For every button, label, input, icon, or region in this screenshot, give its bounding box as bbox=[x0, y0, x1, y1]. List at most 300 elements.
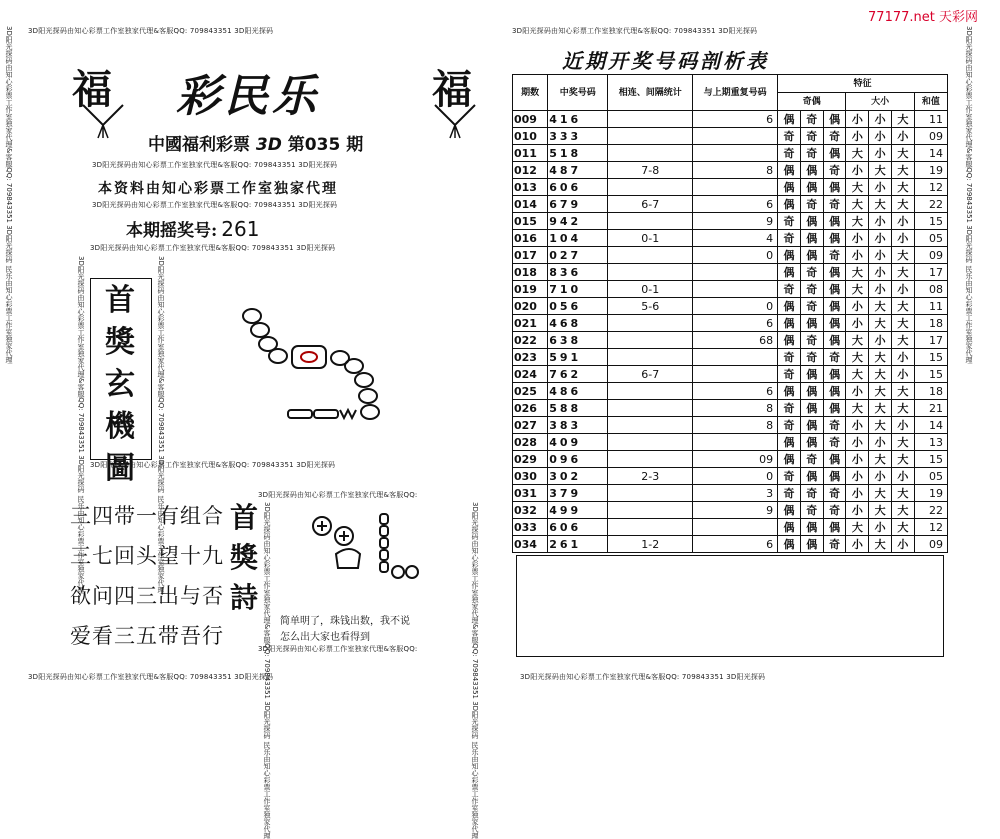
poem-line-4: 爱看三五带吾行 bbox=[70, 624, 224, 648]
bigsmall-cell: 小 bbox=[846, 162, 869, 179]
adjacent-cell: 6-7 bbox=[608, 196, 693, 213]
repeat-cell: 6 bbox=[693, 196, 778, 213]
puzzle1-watermark-v2: 3D阳光探码由知心彩票工作室独家代理&客服QQ: 709843351 3D阳光探码 民乐由知心彩票工作室独家代理 bbox=[157, 256, 165, 594]
bigsmall-cell: 小 bbox=[846, 315, 869, 332]
table-row bbox=[513, 400, 948, 417]
oddeven-cell: 奇 bbox=[800, 264, 823, 281]
oddeven-cell: 奇 bbox=[778, 145, 801, 162]
table-row bbox=[513, 111, 948, 128]
issue-cell: 026 bbox=[513, 400, 548, 417]
bigsmall-cell: 大 bbox=[892, 332, 915, 349]
top-watermark-right: 3D阳光探码由知心彩票工作室独家代理&客服QQ: 709843351 3D阳光探码 bbox=[512, 27, 758, 35]
adjacent-cell bbox=[608, 434, 693, 451]
bigsmall-cell: 大 bbox=[892, 400, 915, 417]
header-issue: 期数 bbox=[513, 75, 548, 111]
bigsmall-cell: 大 bbox=[846, 196, 869, 213]
oddeven-cell: 奇 bbox=[800, 145, 823, 162]
winning-number-cell: 416 bbox=[548, 111, 608, 128]
bigsmall-cell: 大 bbox=[846, 332, 869, 349]
winning-number-cell: 487 bbox=[548, 162, 608, 179]
oddeven-cell: 偶 bbox=[800, 536, 823, 553]
bigsmall-cell: 小 bbox=[892, 417, 915, 434]
oddeven-cell: 偶 bbox=[800, 162, 823, 179]
oddeven-cell: 偶 bbox=[823, 264, 846, 281]
repeat-cell: 6 bbox=[693, 383, 778, 400]
adjacent-cell bbox=[608, 128, 693, 145]
oddeven-cell: 偶 bbox=[778, 315, 801, 332]
table-row bbox=[513, 230, 948, 247]
bigsmall-cell: 小 bbox=[846, 502, 869, 519]
adjacent-cell bbox=[608, 383, 693, 400]
bigsmall-cell: 大 bbox=[846, 179, 869, 196]
repeat-cell bbox=[693, 179, 778, 196]
bigsmall-cell: 小 bbox=[892, 128, 915, 145]
oddeven-cell: 偶 bbox=[823, 145, 846, 162]
table-row bbox=[513, 128, 948, 145]
sum-cell: 15 bbox=[914, 213, 947, 230]
bottom-watermark-right: 3D阳光探码由知心彩票工作室独家代理&客服QQ: 709843351 3D阳光探码 bbox=[520, 673, 766, 681]
winning-number-cell: 409 bbox=[548, 434, 608, 451]
sum-cell: 05 bbox=[914, 230, 947, 247]
fu-right: 福 bbox=[432, 66, 472, 113]
winning-number-cell: 588 bbox=[548, 400, 608, 417]
table-row bbox=[513, 247, 948, 264]
adjacent-cell bbox=[608, 247, 693, 264]
watermark-row-1: 3D阳光探码由知心彩票工作室独家代理&客服QQ: 709843351 3D阳光探码 bbox=[92, 161, 338, 169]
puzzle2-title: 首獎詩 bbox=[229, 501, 258, 614]
bigsmall-cell: 小 bbox=[869, 519, 892, 536]
oddeven-cell: 偶 bbox=[823, 468, 846, 485]
sum-cell: 18 bbox=[914, 383, 947, 400]
issue-cell: 015 bbox=[513, 213, 548, 230]
table-row bbox=[513, 485, 948, 502]
bigsmall-cell: 小 bbox=[869, 332, 892, 349]
repeat-cell: 3 bbox=[693, 485, 778, 502]
bigsmall-cell: 小 bbox=[846, 247, 869, 264]
bigsmall-cell: 大 bbox=[892, 315, 915, 332]
repeat-cell: 8 bbox=[693, 162, 778, 179]
bigsmall-cell: 大 bbox=[869, 366, 892, 383]
repeat-cell: 8 bbox=[693, 400, 778, 417]
table-row bbox=[513, 213, 948, 230]
winning-number-cell: 379 bbox=[548, 485, 608, 502]
oddeven-cell: 偶 bbox=[800, 417, 823, 434]
bigsmall-cell: 大 bbox=[892, 179, 915, 196]
bigsmall-cell: 小 bbox=[846, 485, 869, 502]
issue-cell: 030 bbox=[513, 468, 548, 485]
winning-number-cell: 679 bbox=[548, 196, 608, 213]
oddeven-cell: 偶 bbox=[823, 298, 846, 315]
sum-cell: 14 bbox=[914, 145, 947, 162]
winning-number-cell: 606 bbox=[548, 179, 608, 196]
repeat-cell: 6 bbox=[693, 111, 778, 128]
bigsmall-cell: 小 bbox=[869, 434, 892, 451]
adjacent-cell bbox=[608, 451, 693, 468]
sum-cell: 17 bbox=[914, 332, 947, 349]
oddeven-cell: 奇 bbox=[823, 417, 846, 434]
oddeven-cell: 偶 bbox=[778, 434, 801, 451]
issue-cell: 032 bbox=[513, 502, 548, 519]
bigsmall-cell: 大 bbox=[869, 536, 892, 553]
winning-number-cell: 468 bbox=[548, 315, 608, 332]
repeat-cell: 68 bbox=[693, 332, 778, 349]
sum-cell: 22 bbox=[914, 502, 947, 519]
adjacent-cell: 0-1 bbox=[608, 230, 693, 247]
table-row bbox=[513, 468, 948, 485]
adjacent-cell: 0-1 bbox=[608, 281, 693, 298]
sum-cell: 12 bbox=[914, 179, 947, 196]
bigsmall-cell: 大 bbox=[869, 451, 892, 468]
winning-number-cell: 762 bbox=[548, 366, 608, 383]
bigsmall-cell: 大 bbox=[892, 502, 915, 519]
adjacent-cell bbox=[608, 332, 693, 349]
bigsmall-cell: 大 bbox=[869, 502, 892, 519]
issue-cell: 017 bbox=[513, 247, 548, 264]
adjacent-cell bbox=[608, 349, 693, 366]
issue-cell: 010 bbox=[513, 128, 548, 145]
sum-cell: 09 bbox=[914, 536, 947, 553]
oddeven-cell: 奇 bbox=[800, 128, 823, 145]
issue-cell: 031 bbox=[513, 485, 548, 502]
right-watermark: 3D阳光探码由知心彩票工作室独家代理&客服QQ: 709843351 3D阳光探码 民乐由知心彩票工作室独家代理 bbox=[965, 26, 973, 364]
bigsmall-cell: 小 bbox=[846, 383, 869, 400]
bigsmall-cell: 大 bbox=[892, 111, 915, 128]
sum-cell: 11 bbox=[914, 111, 947, 128]
sum-cell: 15 bbox=[914, 349, 947, 366]
oddeven-cell: 奇 bbox=[800, 451, 823, 468]
bigsmall-cell: 大 bbox=[892, 145, 915, 162]
issue-cell: 014 bbox=[513, 196, 548, 213]
adjacent-cell: 5-6 bbox=[608, 298, 693, 315]
issue-cell: 021 bbox=[513, 315, 548, 332]
oddeven-cell: 偶 bbox=[823, 332, 846, 349]
repeat-cell: 09 bbox=[693, 451, 778, 468]
issue-prefix: 中國福利彩票 bbox=[148, 135, 250, 155]
sum-cell: 11 bbox=[914, 298, 947, 315]
oddeven-cell: 奇 bbox=[778, 400, 801, 417]
bigsmall-cell: 大 bbox=[869, 196, 892, 213]
table-row bbox=[513, 417, 948, 434]
oddeven-cell: 奇 bbox=[778, 485, 801, 502]
bigsmall-cell: 大 bbox=[892, 451, 915, 468]
oddeven-cell: 奇 bbox=[823, 196, 846, 213]
issue-cell: 009 bbox=[513, 111, 548, 128]
bigsmall-cell: 大 bbox=[869, 383, 892, 400]
table-row bbox=[513, 264, 948, 281]
adjacent-cell bbox=[608, 485, 693, 502]
oddeven-cell: 奇 bbox=[823, 128, 846, 145]
bigsmall-cell: 小 bbox=[892, 349, 915, 366]
bigsmall-cell: 小 bbox=[892, 230, 915, 247]
bigsmall-cell: 小 bbox=[846, 298, 869, 315]
repeat-cell bbox=[693, 349, 778, 366]
repeat-cell: 0 bbox=[693, 468, 778, 485]
bigsmall-cell: 大 bbox=[846, 281, 869, 298]
fu-left: 福 bbox=[72, 66, 112, 113]
bigsmall-cell: 大 bbox=[892, 247, 915, 264]
bigsmall-cell: 大 bbox=[869, 485, 892, 502]
tassel-right-icon bbox=[430, 100, 480, 140]
bigsmall-cell: 大 bbox=[892, 434, 915, 451]
table-row bbox=[513, 179, 948, 196]
adjacent-cell: 1-2 bbox=[608, 536, 693, 553]
oddeven-cell: 偶 bbox=[823, 451, 846, 468]
repeat-cell: 6 bbox=[693, 536, 778, 553]
oddeven-cell: 偶 bbox=[778, 196, 801, 213]
bottom-watermark-left: 3D阳光探码由知心彩票工作室独家代理&客服QQ: 709843351 3D阳光探码 bbox=[28, 673, 274, 681]
sum-cell: 22 bbox=[914, 196, 947, 213]
sum-cell: 18 bbox=[914, 315, 947, 332]
issue-cell: 012 bbox=[513, 162, 548, 179]
winning-number-cell: 104 bbox=[548, 230, 608, 247]
header-oddeven: 奇偶 bbox=[778, 93, 846, 111]
bigsmall-cell: 大 bbox=[892, 298, 915, 315]
bigsmall-cell: 小 bbox=[846, 434, 869, 451]
oddeven-cell: 偶 bbox=[800, 315, 823, 332]
bigsmall-cell: 小 bbox=[846, 536, 869, 553]
winning-number-cell: 606 bbox=[548, 519, 608, 536]
note-line-2: 怎么出大家也看得到 bbox=[280, 632, 370, 643]
oddeven-cell: 偶 bbox=[823, 281, 846, 298]
winning-number-cell: 518 bbox=[548, 145, 608, 162]
oddeven-cell: 偶 bbox=[800, 400, 823, 417]
puzzle2-watermark-top: 3D阳光探码由知心彩票工作室独家代理&客服QQ: bbox=[258, 491, 418, 499]
table-row bbox=[513, 383, 948, 400]
sum-cell: 08 bbox=[914, 281, 947, 298]
bigsmall-cell: 小 bbox=[892, 281, 915, 298]
oddeven-cell: 偶 bbox=[823, 400, 846, 417]
bigsmall-cell: 小 bbox=[892, 468, 915, 485]
adjacent-cell: 6-7 bbox=[608, 366, 693, 383]
bigsmall-cell: 小 bbox=[892, 213, 915, 230]
issue-cell: 028 bbox=[513, 434, 548, 451]
bigsmall-cell: 小 bbox=[846, 451, 869, 468]
bigsmall-cell: 大 bbox=[892, 264, 915, 281]
bigsmall-cell: 大 bbox=[846, 519, 869, 536]
bigsmall-cell: 小 bbox=[869, 247, 892, 264]
oddeven-cell: 偶 bbox=[823, 519, 846, 536]
issue-cell: 025 bbox=[513, 383, 548, 400]
bigsmall-cell: 大 bbox=[892, 519, 915, 536]
adjacent-cell bbox=[608, 213, 693, 230]
bigsmall-cell: 小 bbox=[869, 111, 892, 128]
sum-cell: 14 bbox=[914, 417, 947, 434]
oddeven-cell: 偶 bbox=[778, 247, 801, 264]
bigsmall-cell: 小 bbox=[869, 128, 892, 145]
repeat-cell: 6 bbox=[693, 315, 778, 332]
sum-cell: 05 bbox=[914, 468, 947, 485]
winning-number-cell: 383 bbox=[548, 417, 608, 434]
issue-suffix: 期 bbox=[346, 135, 364, 155]
winning-number-cell: 056 bbox=[548, 298, 608, 315]
issue-number: 第035 bbox=[287, 135, 341, 155]
table-row bbox=[513, 519, 948, 536]
bigsmall-cell: 大 bbox=[892, 383, 915, 400]
table-row bbox=[513, 162, 948, 179]
issue-3d: 3D bbox=[255, 135, 282, 155]
bigsmall-cell: 小 bbox=[869, 213, 892, 230]
sum-cell: 21 bbox=[914, 400, 947, 417]
oddeven-cell: 偶 bbox=[778, 536, 801, 553]
issue-cell: 029 bbox=[513, 451, 548, 468]
repeat-cell bbox=[693, 264, 778, 281]
repeat-cell bbox=[693, 434, 778, 451]
issue-cell: 027 bbox=[513, 417, 548, 434]
oddeven-cell: 奇 bbox=[823, 247, 846, 264]
puzzle2-watermark-v: 3D阳光探码由知心彩票工作室独家代理&客服QQ: 709843351 3D阳光探码 民乐由知心彩票工作室独家代理 bbox=[263, 502, 271, 839]
oddeven-cell: 偶 bbox=[778, 111, 801, 128]
table-row bbox=[513, 366, 948, 383]
oddeven-cell: 偶 bbox=[778, 179, 801, 196]
bigsmall-cell: 大 bbox=[846, 264, 869, 281]
bigsmall-cell: 大 bbox=[846, 349, 869, 366]
bigsmall-cell: 大 bbox=[869, 298, 892, 315]
oddeven-cell: 奇 bbox=[800, 349, 823, 366]
sum-cell: 15 bbox=[914, 366, 947, 383]
draw-number-line bbox=[126, 216, 259, 241]
winning-number-cell: 302 bbox=[548, 468, 608, 485]
oddeven-cell: 奇 bbox=[778, 468, 801, 485]
adjacent-cell bbox=[608, 400, 693, 417]
oddeven-cell: 偶 bbox=[800, 179, 823, 196]
oddeven-cell: 偶 bbox=[823, 230, 846, 247]
bigsmall-cell: 小 bbox=[892, 536, 915, 553]
repeat-cell: 0 bbox=[693, 247, 778, 264]
oddeven-cell: 奇 bbox=[823, 536, 846, 553]
puzzle2-watermark-v2: 3D阳光探码由知心彩票工作室独家代理&客服QQ: 709843351 3D阳光探码 民乐由知心彩票工作室独家代理 bbox=[471, 502, 479, 839]
bigsmall-cell: 小 bbox=[846, 230, 869, 247]
oddeven-cell: 奇 bbox=[778, 366, 801, 383]
oddeven-cell: 偶 bbox=[778, 502, 801, 519]
oddeven-cell: 偶 bbox=[800, 383, 823, 400]
issue-cell: 020 bbox=[513, 298, 548, 315]
issue-cell: 018 bbox=[513, 264, 548, 281]
bigsmall-cell: 小 bbox=[846, 128, 869, 145]
repeat-cell bbox=[693, 519, 778, 536]
issue-cell: 023 bbox=[513, 349, 548, 366]
draw-number: 261 bbox=[221, 217, 260, 241]
winning-number-cell: 942 bbox=[548, 213, 608, 230]
oddeven-cell: 偶 bbox=[823, 179, 846, 196]
adjacent-cell bbox=[608, 315, 693, 332]
puzzle1-watermark-v: 3D阳光探码由知心彩票工作室独家代理&客服QQ: 709843351 3D阳光探码 民乐由知心彩票工作室独家代理 bbox=[77, 256, 85, 594]
poem-line-3: 欲问四三出与否 bbox=[70, 584, 224, 608]
bigsmall-cell: 大 bbox=[869, 400, 892, 417]
tassel-left-icon bbox=[78, 100, 128, 140]
winning-number-cell: 591 bbox=[548, 349, 608, 366]
oddeven-cell: 偶 bbox=[823, 315, 846, 332]
top-watermark-left: 3D阳光探码由知心彩票工作室独家代理&客服QQ: 709843351 3D阳光探码 bbox=[28, 27, 274, 35]
winning-number-cell: 638 bbox=[548, 332, 608, 349]
table-row bbox=[513, 434, 948, 451]
analysis-table bbox=[512, 74, 948, 553]
repeat-cell bbox=[693, 366, 778, 383]
oddeven-cell: 奇 bbox=[800, 502, 823, 519]
poem-line-2: 三七回头望十九 bbox=[70, 544, 224, 568]
oddeven-cell: 奇 bbox=[823, 485, 846, 502]
oddeven-cell: 奇 bbox=[800, 111, 823, 128]
repeat-cell: 4 bbox=[693, 230, 778, 247]
header-sum: 和值 bbox=[914, 93, 947, 111]
table-row bbox=[513, 502, 948, 519]
draw-label: 本期摇奖号: bbox=[126, 221, 218, 241]
oddeven-cell: 偶 bbox=[800, 247, 823, 264]
winning-number-cell: 486 bbox=[548, 383, 608, 400]
puzzle1-watermark-bottom: 3D阳光探码由知心彩票工作室独家代理&客服QQ: 709843351 3D阳光探码 bbox=[90, 461, 336, 469]
oddeven-cell: 奇 bbox=[823, 349, 846, 366]
sum-cell: 19 bbox=[914, 162, 947, 179]
header-repeat: 与上期重复号码 bbox=[693, 75, 778, 111]
oddeven-cell: 偶 bbox=[778, 332, 801, 349]
sum-cell: 09 bbox=[914, 247, 947, 264]
oddeven-cell: 偶 bbox=[778, 264, 801, 281]
issue-cell: 013 bbox=[513, 179, 548, 196]
table-row bbox=[513, 145, 948, 162]
oddeven-cell: 偶 bbox=[778, 451, 801, 468]
issue-line bbox=[148, 130, 363, 155]
oddeven-cell: 奇 bbox=[778, 349, 801, 366]
winning-number-cell: 096 bbox=[548, 451, 608, 468]
winning-number-cell: 836 bbox=[548, 264, 608, 281]
bigsmall-cell: 小 bbox=[846, 111, 869, 128]
oddeven-cell: 偶 bbox=[823, 383, 846, 400]
repeat-cell: 0 bbox=[693, 298, 778, 315]
sum-cell: 19 bbox=[914, 485, 947, 502]
bigsmall-cell: 小 bbox=[869, 281, 892, 298]
bigsmall-cell: 大 bbox=[846, 366, 869, 383]
site-watermark: 77177.net 天彩网 bbox=[868, 10, 978, 25]
table-row bbox=[513, 315, 948, 332]
table-row bbox=[513, 349, 948, 366]
adjacent-cell: 2-3 bbox=[608, 468, 693, 485]
issue-cell: 034 bbox=[513, 536, 548, 553]
issue-cell: 022 bbox=[513, 332, 548, 349]
issue-cell: 016 bbox=[513, 230, 548, 247]
oddeven-cell: 奇 bbox=[823, 502, 846, 519]
repeat-cell: 8 bbox=[693, 417, 778, 434]
repeat-cell: 9 bbox=[693, 502, 778, 519]
oddeven-cell: 奇 bbox=[778, 281, 801, 298]
poem-line-1: 三四带一有组合 bbox=[70, 504, 224, 528]
issue-cell: 024 bbox=[513, 366, 548, 383]
oddeven-cell: 奇 bbox=[800, 485, 823, 502]
sum-cell: 13 bbox=[914, 434, 947, 451]
bigsmall-cell: 小 bbox=[869, 230, 892, 247]
repeat-cell bbox=[693, 145, 778, 162]
bigsmall-cell: 大 bbox=[846, 213, 869, 230]
blank-notes-box bbox=[516, 555, 944, 657]
sum-cell: 15 bbox=[914, 451, 947, 468]
winning-number-cell: 261 bbox=[548, 536, 608, 553]
oddeven-cell: 偶 bbox=[778, 519, 801, 536]
sum-cell: 12 bbox=[914, 519, 947, 536]
oddeven-cell: 奇 bbox=[800, 298, 823, 315]
bigsmall-cell: 大 bbox=[846, 400, 869, 417]
bigsmall-cell: 大 bbox=[892, 196, 915, 213]
bigsmall-cell: 大 bbox=[846, 145, 869, 162]
issue-cell: 033 bbox=[513, 519, 548, 536]
watermark-row-3: 3D阳光探码由知心彩票工作室独家代理&客服QQ: 709843351 3D阳光探码 bbox=[90, 244, 336, 252]
note-line-1: 简单明了，珠钱出数，我不说 bbox=[280, 616, 410, 627]
bigsmall-cell: 大 bbox=[869, 315, 892, 332]
oddeven-cell: 偶 bbox=[823, 366, 846, 383]
oddeven-cell: 偶 bbox=[778, 298, 801, 315]
adjacent-cell bbox=[608, 179, 693, 196]
bigsmall-cell: 大 bbox=[869, 162, 892, 179]
oddeven-cell: 奇 bbox=[800, 196, 823, 213]
watermark-row-2: 3D阳光探码由知心彩票工作室独家代理&客服QQ: 709843351 3D阳光探码 bbox=[92, 201, 338, 209]
adjacent-cell bbox=[608, 519, 693, 536]
